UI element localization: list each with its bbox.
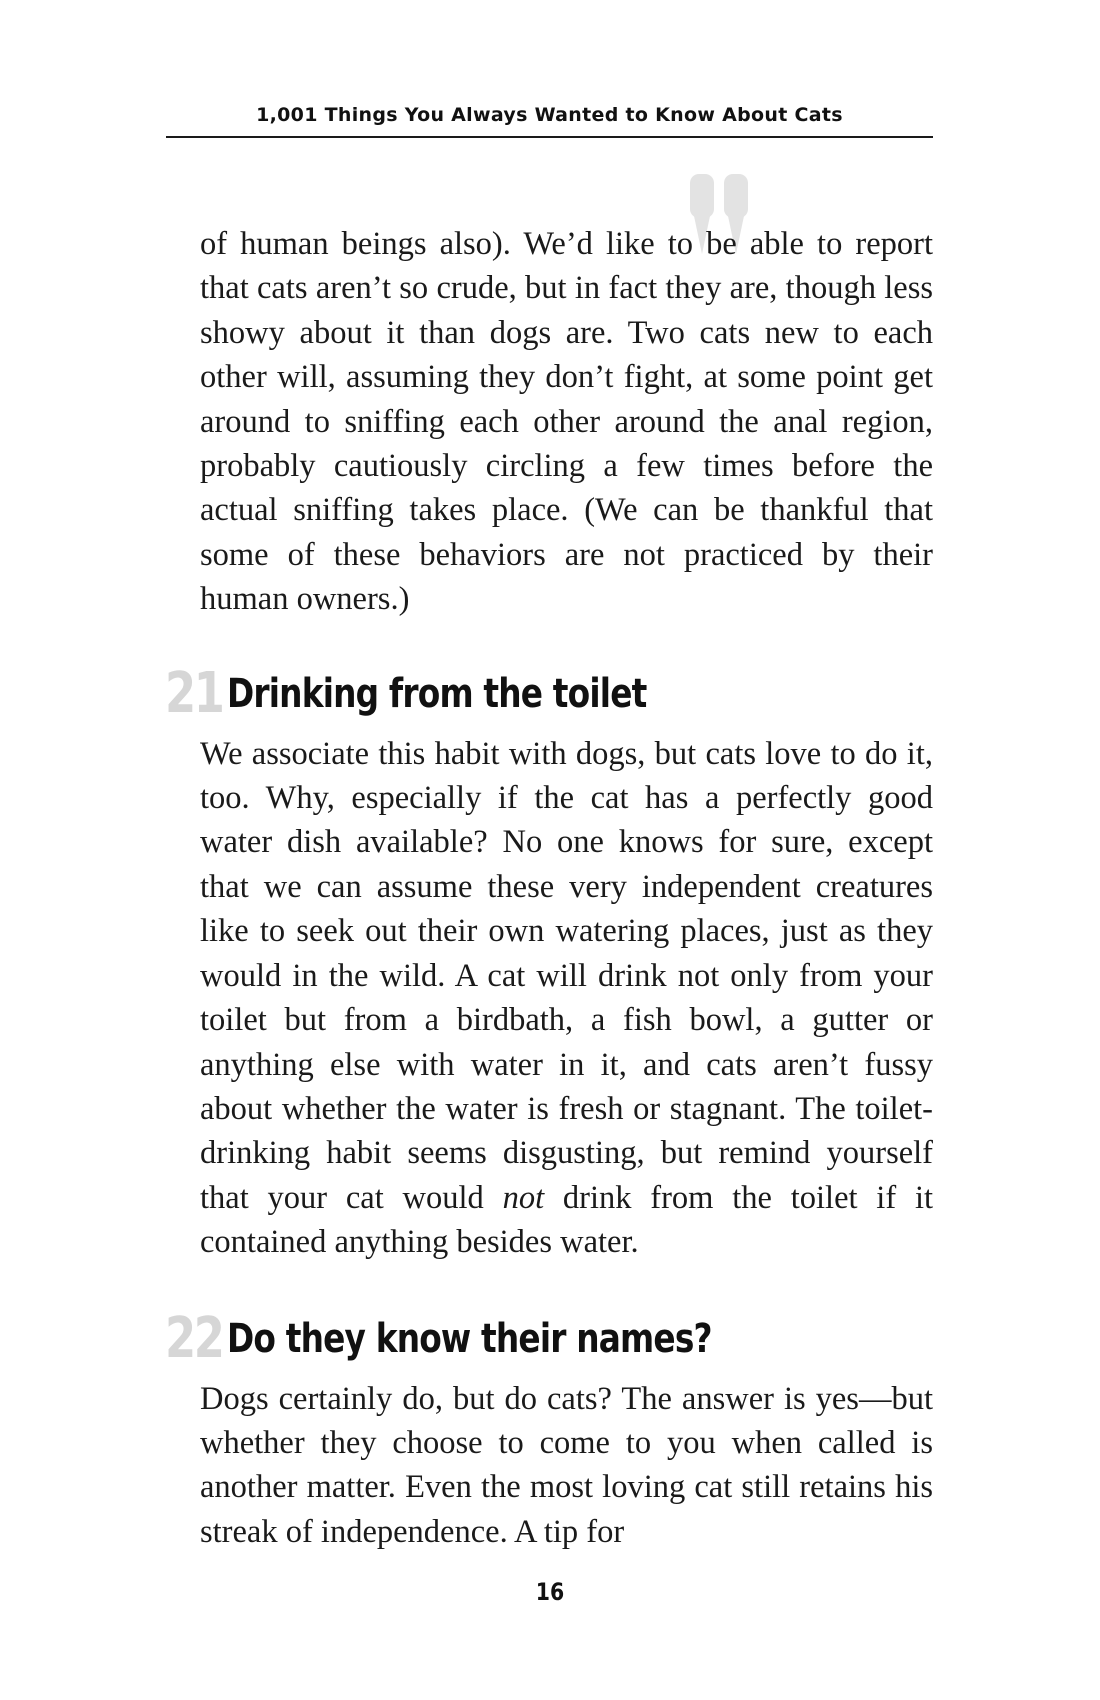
section-22 (165, 1303, 933, 1555)
section-body (200, 732, 933, 1265)
section-title: Drinking from the toilet (227, 670, 647, 717)
emphasis-text: not (502, 1179, 545, 1216)
section-heading (165, 1303, 933, 1375)
section-body-text: drink from the toilet if it contained anything besides water. (200, 1179, 934, 1261)
page-number: 16 (535, 1578, 565, 1606)
section-number: 21 (165, 660, 223, 726)
section-title: Do they know their names? (227, 1315, 712, 1362)
section-21 (165, 658, 934, 1265)
page-content (165, 222, 934, 1554)
section-body-text: We associate this habit with dogs, but cats love to do it, too. Why, especially if the cat has a perfectly good water dish available? No one knows for sure, except that we can assume these very independent creatures like to seek out their own watering places, just as they would in the wild. A cat will drink not only from your toilet but from a birdbath, a fish bowl, a gutter or anything else with water in it, and cats aren’t fussy about whether the water is fresh or stagnant. The toilet-drinking habit seems disgusting, but remind yourself that your cat would (200, 735, 933, 1216)
section-number: 22 (165, 1305, 223, 1371)
section-body: Dogs certainly do, but do cats? The answer is yes—but whether they choose to come to you when called is another matter. Even the most loving cat still retains his streak of independence. A tip for (200, 1380, 933, 1550)
intro-paragraph: of human beings also). We’d like to be able to report that cats aren’t so crude, but in fact they are, though less showy about it than dogs are. Two cats new to each other will, assuming they don’t fight, at some point get around to sniffing each other around the anal region, probably cautiously circling a few times before the actual sniffing takes place. (We can be thankful that some of these behaviors are not practiced by their human owners.) (200, 226, 933, 618)
running-header (166, 96, 933, 138)
section-heading (165, 658, 933, 730)
running-header-title: 1,001 Things You Always Wanted to Know About Cats (256, 104, 843, 126)
